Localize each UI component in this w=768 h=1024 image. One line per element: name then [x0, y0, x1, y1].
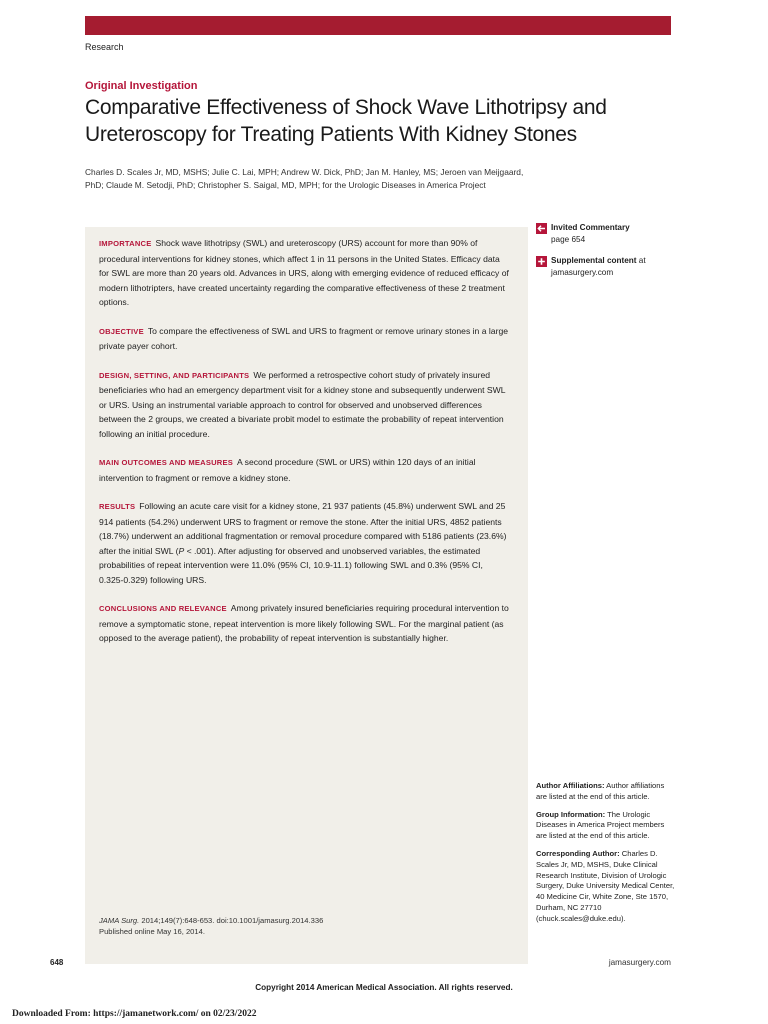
commentary-label: Invited Commentary: [551, 223, 630, 232]
page-number: 648: [50, 958, 64, 967]
journal-site[interactable]: jamasurgery.com: [608, 958, 671, 967]
supplemental-at: at: [636, 256, 646, 265]
results-text-before: Following an acute care visit for a kidney stone, 21 937 patients (45.8%) underwent SWL and 25 914 patients (54.2%) underwent URS to fragment or remove the stone. After the initial URS, 4852 patients (18.7%) underwent an additional fragmentation or removal procedure compared with 5186 patients (23.6%) after the initial SWL (: [99, 501, 507, 556]
abstract-importance: [99, 236, 509, 310]
supplemental-site: jamasurgery.com: [551, 267, 614, 277]
objective-text: To compare the effectiveness of SWL and URS to fragment or remove urinary stones in a large private payer cohort.: [99, 325, 508, 351]
author-affiliations-text: Author affiliations are listed at the end of this article.: [536, 781, 665, 801]
affiliations-block: [536, 781, 676, 932]
results-label: RESULTS: [99, 502, 136, 511]
author-list: Charles D. Scales Jr, MD, MSHS; Julie C. Lai, MPH; Andrew W. Dick, PhD; Jan M. Hanley, MS; Jeroen van Meijgaard, PhD; Claude M. Setodji, PhD; Christopher S. Saigal, MD, MPH; for the Urologic Diseases in America Project: [85, 167, 524, 190]
supplemental-content-link[interactable]: [536, 255, 671, 278]
supplemental-label: Supplemental content: [551, 256, 637, 265]
corresponding-author: [536, 849, 676, 925]
abstract-results: [99, 499, 509, 587]
abstract-conclusions: [99, 601, 509, 646]
section-label: Research: [85, 42, 124, 52]
article-title: Comparative Effectiveness of Shock Wave Lithotripsy and Ureteroscopy for Treating Patients With Kidney Stones: [85, 96, 607, 146]
design-label: DESIGN, SETTING, AND PARTICIPANTS: [99, 370, 250, 380]
citation: [99, 915, 323, 937]
group-information-label: Group Information:: [536, 809, 606, 819]
author-affiliations: [536, 781, 676, 803]
importance-label: IMPORTANCE: [99, 239, 152, 248]
citation-journal: JAMA Surg.: [99, 916, 140, 925]
group-information-text: The Urologic Diseases in America Project members are listed at the end of this article.: [536, 809, 665, 841]
p-value-symbol: P: [178, 545, 185, 556]
results-text-after: < .001). After adjusting for observed and unobserved variables, the estimated probabilities of repeat intervention were 11.0% (95% CI, 10.9-11.1) following SWL and 0.3% (95% CI, 0.325-0.329) following URS.: [99, 545, 483, 585]
citation-text: 2014;149(7):648-653. doi:10.1001/jamasurg.2014.336: [139, 916, 324, 925]
design-text: We performed a retrospective cohort study of privately insured beneficiaries who had an emergency department visit for a kidney stone and subsequently underwent SWL or URS. Using an instrumental variable approach to control for observed and unobserved differences between the 2 groups, we created a bivariate probit model to estimate the probability of repeat intervention following an initial procedure.: [99, 369, 506, 439]
citation-line: [99, 915, 323, 926]
arrow-left-icon: [536, 223, 547, 234]
published-date: Published online May 16, 2014.: [99, 927, 205, 936]
abstract-design: [99, 368, 509, 442]
corresponding-author-text: Charles D. Scales Jr, MD, MSHS, Duke Clinical Research Institute, Division of Urologic Surgery, Duke University Medical Center, 40 Medicine Cir, White Zone, Ste 1570, Durham, NC 27710 (chuck.scales@duke.edu).: [536, 848, 675, 923]
plus-icon: [536, 256, 547, 267]
group-information: [536, 810, 676, 842]
journal-color-bar: [85, 16, 671, 35]
abstract-outcomes: [99, 455, 509, 485]
abstract-box: [85, 227, 528, 964]
invited-commentary-link[interactable]: [536, 222, 671, 245]
conclusions-text: Among privately insured beneficiaries requiring procedural intervention to remove a symptomatic stone, repeat intervention is more likely following SWL. For the marginal patient (as opposed to the average patient), the probability of repeat intervention is substantially higher.: [99, 603, 509, 643]
corresponding-author-label: Corresponding Author:: [536, 848, 620, 858]
author-affiliations-label: Author Affiliations:: [536, 781, 605, 790]
article-type: Original Investigation: [85, 80, 198, 92]
importance-text: Shock wave lithotripsy (SWL) and ureteroscopy (URS) account for more than 90% of procedural interventions for kidney stones, which affect 1 in 11 persons in the United States. Efficacy data for SWL are more than 20 years old. Advances in URS, along with emerging evidence of reduced efficacy of modern lithotripters, have created uncertainty regarding the comparative effectiveness of these 2 treatment options.: [99, 238, 509, 307]
outcomes-label: MAIN OUTCOMES AND MEASURES: [99, 458, 234, 467]
conclusions-label: CONCLUSIONS AND RELEVANCE: [99, 604, 227, 613]
copyright-notice: Copyright 2014 American Medical Association. All rights reserved.: [255, 983, 513, 992]
outcomes-text: A second procedure (SWL or URS) within 120 days of an initial intervention to fragment or remove a kidney stone.: [99, 457, 476, 483]
download-stamp: Downloaded From: https://jamanetwork.com/ on 02/23/2022: [12, 1009, 257, 1019]
commentary-page: page 654: [551, 234, 586, 244]
abstract-objective: [99, 324, 509, 354]
objective-label: OBJECTIVE: [99, 326, 144, 336]
